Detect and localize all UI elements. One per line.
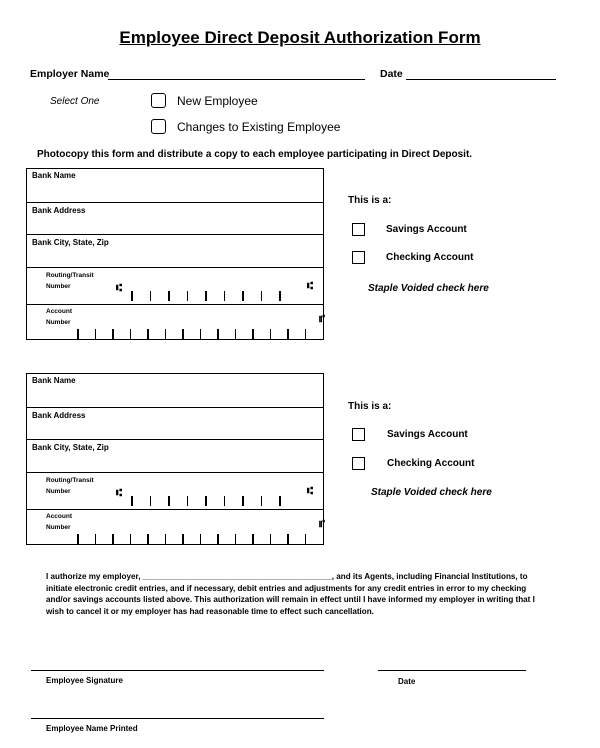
signature-date-field[interactable] <box>378 670 526 671</box>
digit-separator-tick <box>77 534 79 544</box>
digit-separator-tick <box>261 291 263 301</box>
on-us-symbol-icon: ⑈ <box>319 314 325 325</box>
digit-separator-tick <box>279 291 281 301</box>
bank-city-label: Bank City, State, Zip <box>32 238 109 247</box>
existing-employee-checkbox[interactable] <box>151 119 166 134</box>
page-title: Employee Direct Deposit Authorization Form <box>119 28 481 47</box>
authorization-text <box>46 571 546 617</box>
digit-separator-tick <box>147 534 149 544</box>
digit-separator-tick <box>131 496 133 506</box>
employer-name-label: Employer Name <box>30 68 110 80</box>
digit-separator-tick <box>270 329 272 339</box>
digit-separator-tick <box>205 291 207 301</box>
digit-separator-tick <box>168 496 170 506</box>
staple-check-label: Staple Voided check here <box>371 487 492 498</box>
bank-name-label: Bank Name <box>32 171 76 180</box>
digit-separator-tick <box>182 329 184 339</box>
bank-city-label: Bank City, State, Zip <box>32 443 109 452</box>
digit-separator-tick <box>235 329 237 339</box>
digit-separator-tick <box>252 329 254 339</box>
digit-separator-tick <box>205 496 207 506</box>
digit-separator-tick <box>131 291 133 301</box>
transit-symbol-icon: ⑆ <box>116 488 122 499</box>
digit-separator-tick <box>279 496 281 506</box>
employee-signature-label: Employee Signature <box>46 676 123 685</box>
transit-symbol-icon: ⑆ <box>116 283 122 294</box>
savings-checkbox[interactable] <box>352 223 365 236</box>
bank-name-label: Bank Name <box>32 376 76 385</box>
digit-separator-tick <box>187 496 189 506</box>
routing-label-2: Number <box>46 488 71 495</box>
account-label-2: Number <box>46 319 71 326</box>
signature-date-label: Date <box>398 677 416 686</box>
checking-checkbox[interactable] <box>352 457 365 470</box>
employer-name-field[interactable] <box>108 67 365 80</box>
checking-label: Checking Account <box>386 252 474 263</box>
account-label-1: Account <box>46 308 72 315</box>
digit-separator-tick <box>200 534 202 544</box>
digit-separator-tick <box>187 291 189 301</box>
digit-separator-tick <box>150 496 152 506</box>
savings-checkbox[interactable] <box>352 428 365 441</box>
routing-label-1: Routing/Transit <box>46 272 94 279</box>
digit-separator-tick <box>165 534 167 544</box>
digit-separator-tick <box>95 329 97 339</box>
routing-label-1: Routing/Transit <box>46 477 94 484</box>
digit-separator-tick <box>168 291 170 301</box>
digit-separator-tick <box>112 329 114 339</box>
digit-separator-tick <box>130 329 132 339</box>
bank-address-label: Bank Address <box>32 206 86 215</box>
digit-separator-tick <box>130 534 132 544</box>
digit-separator-tick <box>287 534 289 544</box>
account-label-1: Account <box>46 513 72 520</box>
select-one-label: Select One <box>50 96 100 107</box>
checking-checkbox[interactable] <box>352 251 365 264</box>
date-label: Date <box>380 68 403 80</box>
digit-separator-tick <box>287 329 289 339</box>
digit-separator-tick <box>182 534 184 544</box>
authorization-prefix: I authorize my employer, <box>46 572 143 581</box>
digit-separator-tick <box>305 534 307 544</box>
digit-separator-tick <box>242 291 244 301</box>
bank-section-1 <box>26 168 324 340</box>
bank-name-row[interactable] <box>27 374 323 408</box>
transit-symbol-icon: ⑆ <box>307 486 313 497</box>
digit-separator-tick <box>217 534 219 544</box>
new-employee-label: New Employee <box>177 94 258 108</box>
digit-separator-tick <box>261 496 263 506</box>
digit-separator-tick <box>217 329 219 339</box>
instruction-text: Photocopy this form and distribute a copy to each employee participating in Direct Deposit. <box>37 149 473 160</box>
bank-name-row[interactable] <box>27 169 323 203</box>
bank-city-row[interactable] <box>27 234 323 268</box>
digit-separator-tick <box>224 496 226 506</box>
digit-separator-tick <box>224 291 226 301</box>
on-us-symbol-icon: ⑈ <box>319 519 325 530</box>
digit-separator-tick <box>150 291 152 301</box>
savings-label: Savings Account <box>386 224 467 235</box>
account-number-row[interactable] <box>27 304 323 341</box>
digit-separator-tick <box>112 534 114 544</box>
digit-separator-tick <box>77 329 79 339</box>
bank-address-row[interactable] <box>27 202 323 235</box>
digit-separator-tick <box>305 329 307 339</box>
employee-name-printed-label: Employee Name Printed <box>46 724 138 733</box>
bank-address-label: Bank Address <box>32 411 86 420</box>
bank-address-row[interactable] <box>27 407 323 440</box>
this-is-a-label: This is a: <box>348 195 392 206</box>
date-field[interactable] <box>406 67 556 80</box>
transit-symbol-icon: ⑆ <box>307 281 313 292</box>
employee-signature-field[interactable] <box>31 670 324 671</box>
employer-blank-field[interactable]: __________________________________________ <box>142 572 332 581</box>
digit-separator-tick <box>147 329 149 339</box>
bank-city-row[interactable] <box>27 439 323 473</box>
digit-separator-tick <box>270 534 272 544</box>
this-is-a-label: This is a: <box>348 401 392 412</box>
routing-label-2: Number <box>46 283 71 290</box>
staple-check-label: Staple Voided check here <box>368 283 489 294</box>
digit-separator-tick <box>200 329 202 339</box>
existing-employee-label: Changes to Existing Employee <box>177 120 341 134</box>
digit-separator-tick <box>165 329 167 339</box>
digit-separator-tick <box>95 534 97 544</box>
bank-section-2 <box>26 373 324 545</box>
new-employee-checkbox[interactable] <box>151 93 166 108</box>
digit-separator-tick <box>252 534 254 544</box>
routing-number-row[interactable] <box>27 472 323 510</box>
routing-number-row[interactable] <box>27 267 323 305</box>
digit-separator-tick <box>242 496 244 506</box>
employee-name-printed-field[interactable] <box>31 718 324 719</box>
account-number-row[interactable] <box>27 509 323 546</box>
checking-label: Checking Account <box>387 458 475 469</box>
digit-separator-tick <box>235 534 237 544</box>
authorization-suffix: , and its Agents, including Financial Institutions, to initiate electronic credit entries, and if necessary, debit entries and adjustments for any credit entries in error to my checking and/or savings accounts listed above. This authorization will remain in effect until I have informed my employer in writing that I wish to cancel it or my employer has had reasonable time to effect such cancellation. <box>46 572 535 616</box>
savings-label: Savings Account <box>387 429 468 440</box>
account-label-2: Number <box>46 524 71 531</box>
